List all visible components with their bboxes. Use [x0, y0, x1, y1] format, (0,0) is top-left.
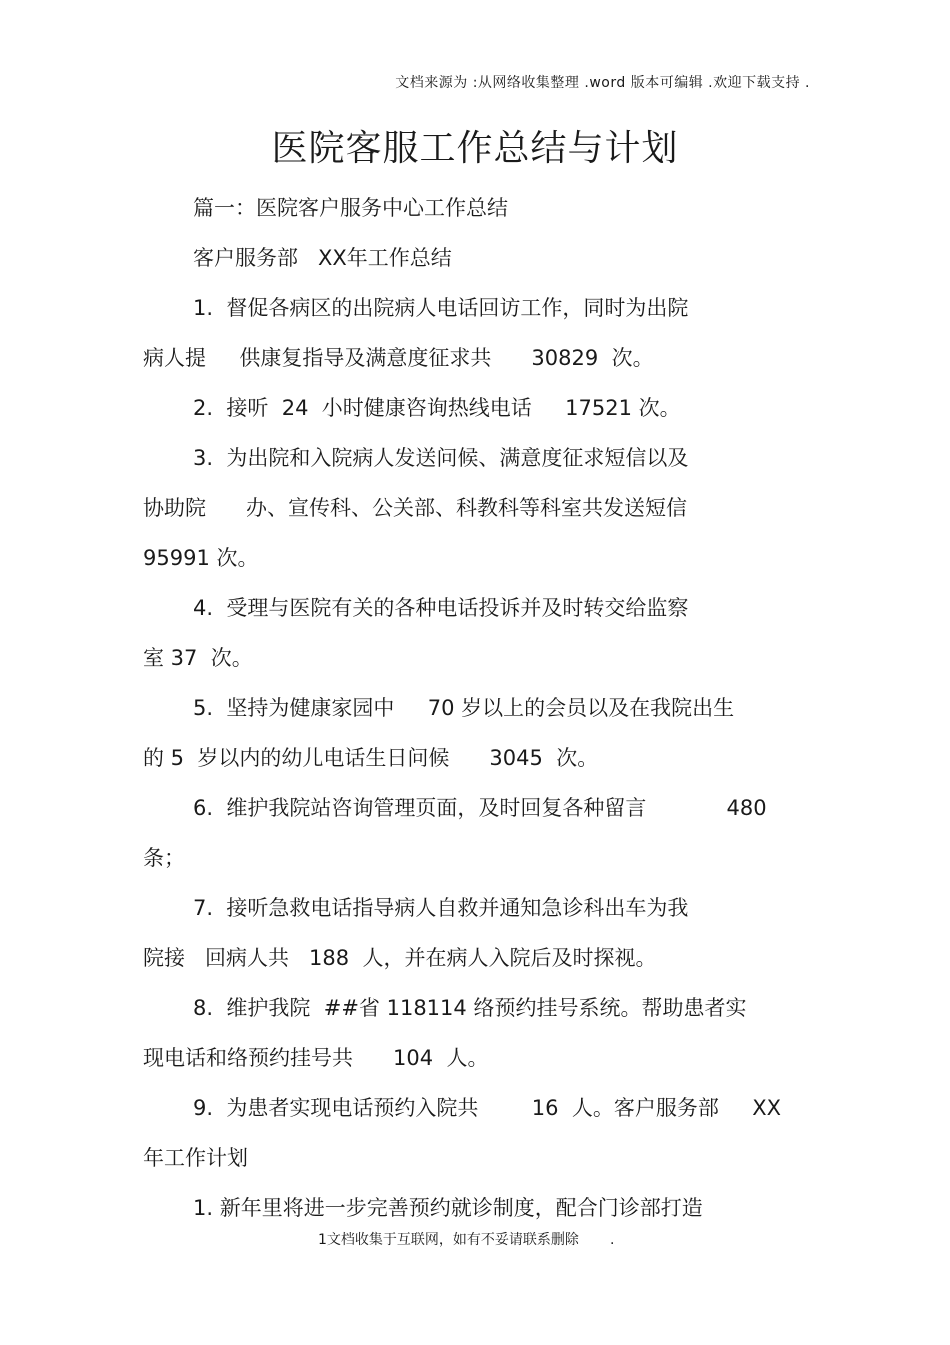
footer-note: 1文档收集于互联网，如有不妥请联系删除 . [318, 1232, 615, 1248]
header-note: 文档来源为 :从网络收集整理 .word 版本可编辑 .欢迎下载支持 . [395, 75, 810, 91]
text-line: 条； [143, 846, 185, 870]
text-line: 95991 次。 [143, 546, 259, 570]
text-line: 4. 受理与医院有关的各种电话投诉并及时转交给监察 [193, 596, 689, 620]
text-line: 3. 为出院和入院病人发送问候、满意度征求短信以及 [193, 446, 689, 470]
text-line: 2. 接听 24 小时健康咨询热线电话 17521 次。 [193, 396, 681, 420]
text-line: 现电话和络预约挂号共 104 人。 [143, 1046, 489, 1070]
text-line: 院接 回病人共 188 人，并在病人入院后及时探视。 [143, 946, 657, 970]
text-line: 年工作计划 [143, 1146, 248, 1170]
text-line: 篇一：医院客户服务中心工作总结 [193, 196, 508, 220]
text-line: 客户服务部 XX年工作总结 [193, 246, 452, 270]
text-line: 5. 坚持为健康家园中 70 岁以上的会员以及在我院出生 [193, 696, 735, 720]
text-line: 病人提 供康复指导及满意度征求共 30829 次。 [143, 346, 654, 370]
text-line: 室 37 次。 [143, 646, 253, 670]
text-line: 的 5 岁以内的幼儿电话生日问候 3045 次。 [143, 746, 599, 770]
text-line: 1. 新年里将进一步完善预约就诊制度，配合门诊部打造 [193, 1196, 703, 1220]
text-line: 1. 督促各病区的出院病人电话回访工作，同时为出院 [193, 296, 689, 320]
text-line: 9. 为患者实现电话预约入院共 16 人。客户服务部 XX [193, 1096, 782, 1120]
text-line: 8. 维护我院 ##省 118114 络预约挂号系统。帮助患者实 [193, 996, 747, 1020]
text-line: 7. 接听急救电话指导病人自救并通知急诊科出车为我 [193, 896, 689, 920]
text-line: 协助院 办、宣传科、公关部、科教科等科室共发送短信 [143, 496, 688, 520]
text-line: 6. 维护我院站咨询管理页面，及时回复各种留言 480 [193, 796, 767, 820]
document-title: 医院客服工作总结与计划 [271, 128, 679, 169]
